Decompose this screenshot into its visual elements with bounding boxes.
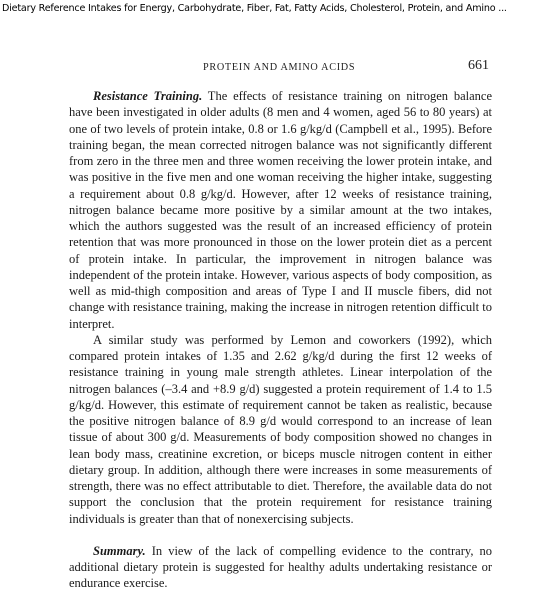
paragraph-text: The effects of resistance training on nitrogen balance have been investigated in older adults (8 men and 4 women, aged 56 to 80 years) at one of two levels of protein intake, 0.8 or 1.6 g/kg/d (Campbell et al., 1995). Before training began, the mean corrected nitrogen balance was not significantly different from zero in the three men and three women receiving the lower protein intake, and was positive in the five men and one woman receiving the higher intake, suggesting a requirement about 0.8 g/kg/d. However, after 12 weeks of resistance training, nitrogen balance became more positive by a similar amount at the two intakes, which the authors suggested was the result of an increased efficiency of protein retention that was more pronounced in those on the lower protein diet as a percent of protein intake. In particular, the improvement in nitrogen balance was independent of the protein intake. However, various aspects of body composition, as well as mid-thigh composition and areas of Type I and II muscle fibers, did not change with resistance training, making the increase in nitrogen retention difficult to interpret.: [69, 89, 492, 331]
page-number: 661: [468, 58, 489, 73]
body-text: [69, 88, 492, 592]
paragraph-lemon-study: [69, 332, 492, 527]
running-head: PROTEIN AND AMINO ACIDS: [203, 62, 356, 73]
paragraph-resistance-training: [69, 88, 492, 332]
paragraph-text: In view of the lack of compelling evidence to the contrary, no additional dietary protein is suggested for healthy adults undertaking resistance or endurance exercise.: [69, 543, 492, 591]
paragraph-summary: [69, 543, 492, 592]
paragraph-heading: Summary.: [93, 543, 146, 558]
paragraph-text: A similar study was performed by Lemon and coworkers (1992), which compared protein intakes of 1.35 and 2.62 g/kg/d during the first 12 weeks of resistance training in young male strength athletes. Linear interpolation of the nitrogen balances (–3.4 and +8.9 g/d) suggested a protein requirement of 1.4 to 1.5 g/kg/d. However, this estimate of requirement cannot be taken as realistic, because the positive nitrogen balance of 8.9 g/d would correspond to an increase of lean tissue of about 300 g/d. Measurements of body composition showed no changes in lean body mass, creatinine excretion, or biceps muscle nitrogen content in either dietary group. In addition, although there were increases in some measurements of strength, there was no effect attributable to diet. Therefore, the available data do not support the conclusion that the protein requirement for resistance training individuals is greater than that of nonexercising subjects.: [69, 332, 492, 526]
window-title: Dietary Reference Intakes for Energy, Carbohydrate, Fiber, Fat, Fatty Acids, Cholesterol, Protein, and Amino ...: [2, 3, 507, 14]
paragraph-heading: Resistance Training.: [93, 89, 203, 103]
